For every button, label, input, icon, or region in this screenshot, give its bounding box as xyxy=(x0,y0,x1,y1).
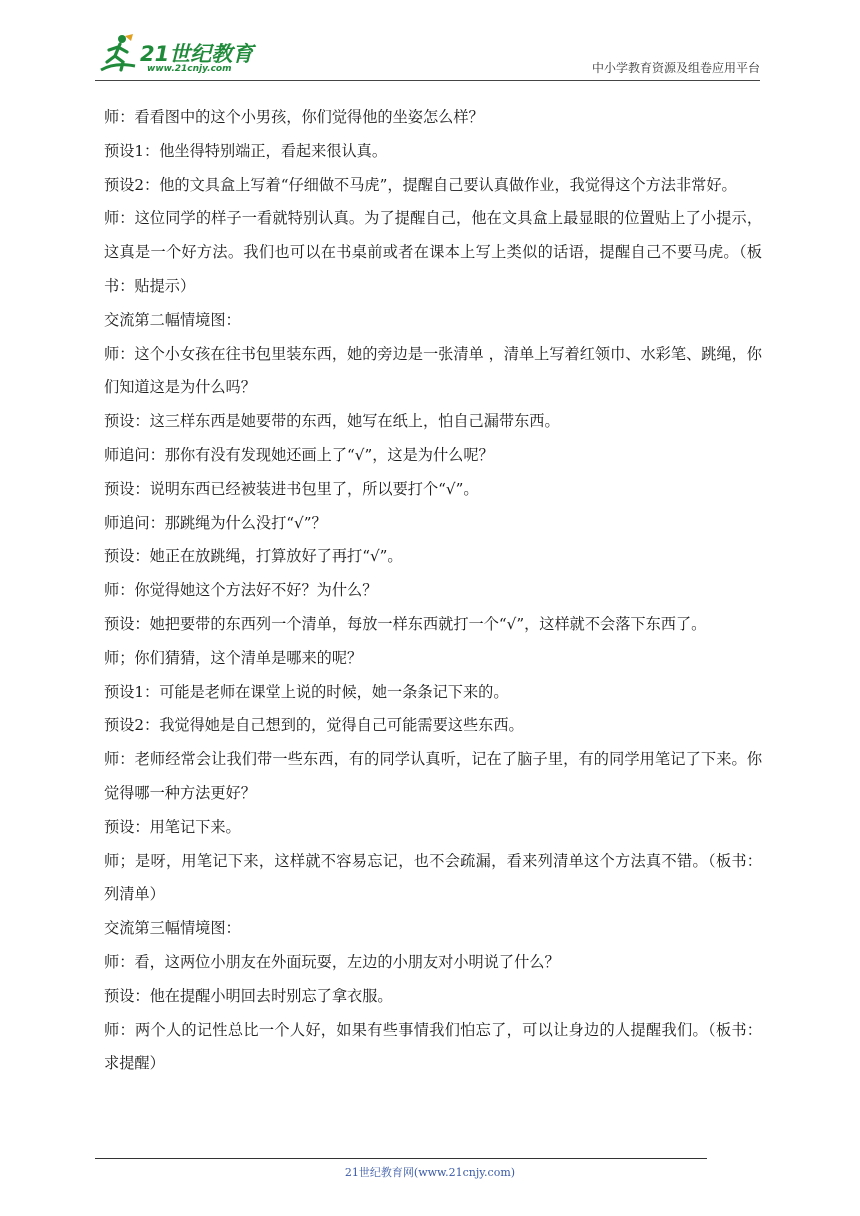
paragraph: 师：两个人的记性总比一个人好，如果有些事情我们怕忘了，可以让身边的人提醒我们。（板书：求提醒） xyxy=(104,1020,762,1073)
paragraph: 预设：说明东西已经被装进书包里了，所以要打个“√”。 xyxy=(104,479,479,498)
footer-divider xyxy=(95,1158,707,1159)
paragraph: 师；是呀，用笔记下来，这样就不容易忘记，也不会疏漏，看来列清单这个方法真不错。（板书：列清单） xyxy=(104,851,762,904)
page-footer: 21世纪教育网(www.21cnjy.com) xyxy=(344,1166,516,1179)
document-body xyxy=(104,101,762,1081)
runner-icon xyxy=(95,32,143,78)
paragraph: 预设：他在提醒小明回去时别忘了拿衣服。 xyxy=(104,986,393,1005)
paragraph: 预设1：可能是老师在课堂上说的时候，她一条条记下来的。 xyxy=(104,682,509,701)
paragraph: 预设1：他坐得特别端正，看起来很认真。 xyxy=(104,141,388,160)
paragraph: 交流第三幅情境图： xyxy=(104,919,241,938)
paragraph: 师：这位同学的样子一看就特别认真。为了提醒自己，他在文具盒上最显眼的位置贴上了小提示，这真是一个好方法。我们也可以在书桌前或者在课本上写上类似的话语，提醒自己不要马虎。（板书：贴提示） xyxy=(104,209,762,295)
paragraph: 预设2：我觉得她是自己想到的，觉得自己可能需要这些东西。 xyxy=(104,716,524,735)
page-header xyxy=(95,30,760,81)
paragraph: 师：老师经常会让我们带一些东西，有的同学认真听，记在了脑子里，有的同学用笔记了下来。你觉得哪一种方法更好？ xyxy=(104,750,762,802)
paragraph: 预设：这三样东西是她要带的东西，她写在纸上，怕自己漏带东西。 xyxy=(104,412,560,431)
paragraph: 交流第二幅情境图： xyxy=(104,310,241,329)
paragraph: 师追问：那跳绳为什么没打“√”？ xyxy=(104,513,327,532)
paragraph: 师追问：那你有没有发现她还画上了“√”，这是为什么呢？ xyxy=(104,445,494,464)
logo-url: www.21cnjy.com xyxy=(147,64,232,74)
paragraph: 预设：用笔记下来。 xyxy=(104,817,241,836)
paragraph: 师：你觉得她这个方法好不好？为什么？ xyxy=(104,581,378,600)
logo xyxy=(95,32,270,78)
paragraph: 师：看，这两位小朋友在外面玩耍，左边的小朋友对小明说了什么？ xyxy=(104,952,560,971)
paragraph: 师：看看图中的这个小男孩，你们觉得他的坐姿怎么样？ xyxy=(104,108,484,126)
paragraph: 预设：她正在放跳绳，打算放好了再打“√”。 xyxy=(104,547,403,566)
paragraph: 预设：她把要带的东西列一个清单，每放一样东西就打一个“√”，这样就不会落下东西了。 xyxy=(104,614,707,633)
logo-text: 21世纪教育 xyxy=(140,42,254,66)
paragraph: 预设2：他的文具盒上写着“仔细做不马虎”，提醒自己要认真做作业，我觉得这个方法非常好。 xyxy=(104,175,737,194)
paragraph: 师：这个小女孩在往书包里装东西，她的旁边是一张清单 ，清单上写着红领巾、水彩笔、跳绳，你们知道这是为什么吗？ xyxy=(104,344,762,397)
platform-name: 中小学教育资源及组卷应用平台 xyxy=(591,61,760,75)
paragraph: 师；你们猜猜，这个清单是哪来的呢？ xyxy=(104,648,363,667)
